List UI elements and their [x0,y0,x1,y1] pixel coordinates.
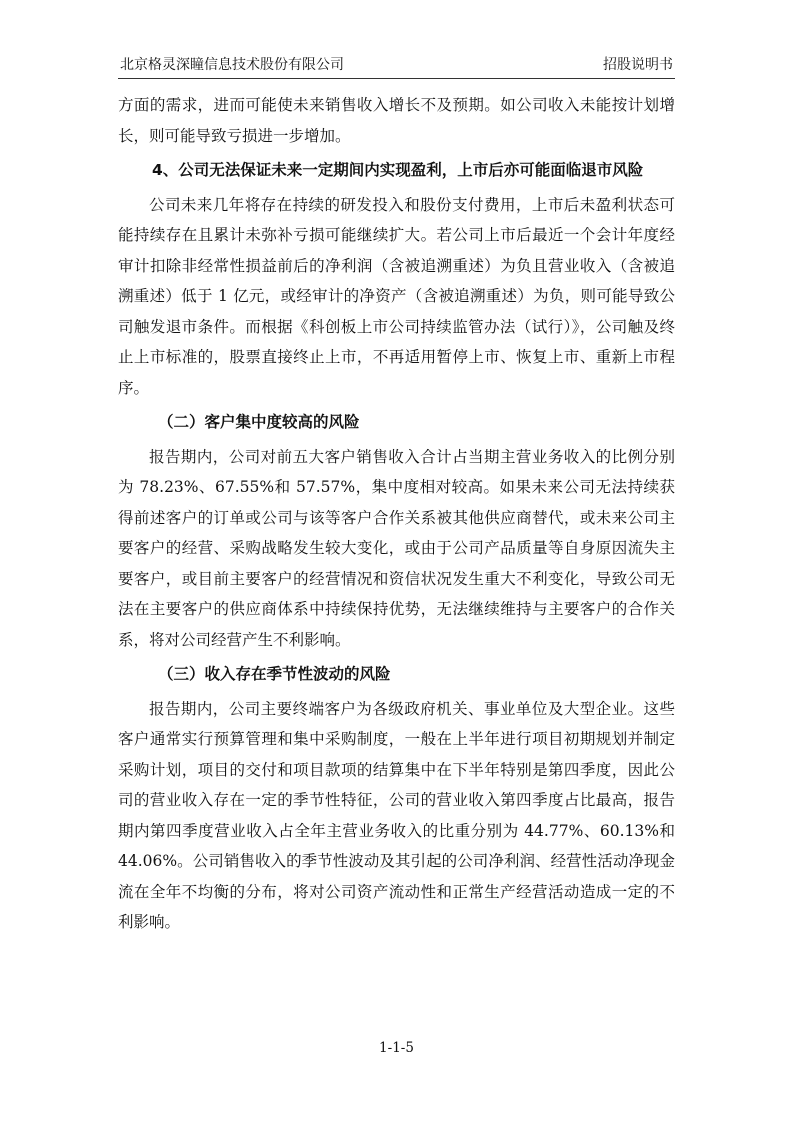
section-3-heading: （三）收入存在季节性波动的风险 [158,665,391,683]
section-4-heading: 4、公司无法保证未来一定期间内实现盈利，上市后亦可能面临退市风险 [152,161,644,179]
header-company-name: 北京格灵深瞳信息技术股份有限公司 [120,57,344,73]
section-3-paragraph: 报告期内，公司主要终端客户为各级政府机关、事业单位及大型企业。这些客户通常实行预算管理和集中采购制度，一般在上半年进行项目初期规划并制定采购计划，项目的交付和项目款项的结算集中在下半年特别是第四季度，因此公司的营业收入存在一定的季节性特征，公司的营业收入第四季度占比最高，报告期内第四季度营业收入占全年主营业务收入的比重分别为 44.77%、60.13%和 44.06%。公司销售收入的季节性波动及其引起的公司净利润、经营性活动净现金流在全年不均衡的分布，将对公司资产流动性和正常生产经营活动造成一定的不利影响。 [118,699,675,931]
intro-paragraph: 方面的需求，进而可能使未来销售收入增长不及预期。如公司收入未能按计划增长，则可能导致亏损进一步增加。 [118,96,675,145]
section-2-paragraph: 报告期内，公司对前五大客户销售收入合计占当期主营业务收入的比例分别为 78.23%、67.55%和 57.57%，集中度相对较高。如果未来公司无法持续获得前述客户的订单或公司与该等客户合作关系被其他供应商替代，或未来公司主要客户的经营、采购战略发生较大变化，或由于公司产品质量等自身原因流失主要客户，或目前主要客户的经营情况和资信状况发生重大不利变化，导致公司无法在主要客户的供应商体系中持续保持优势，无法继续维持与主要客户的合作关系，将对公司经营产生不利影响。 [118,447,675,649]
header-document-type: 招股说明书 [603,57,673,73]
document-body [118,90,675,938]
page-header [118,54,675,79]
page-number: 1-1-5 [379,1040,414,1056]
section-2-heading: （二）客户集中度较高的风险 [158,413,360,431]
section-4-paragraph: 公司未来几年将存在持续的研发投入和股份支付费用，上市后未盈利状态可能持续存在且累计未弥补亏损可能继续扩大。若公司上市后最近一个会计年度经审计扣除非经常性损益前后的净利润（含被追溯重述）为负且营业收入（含被追溯重述）低于 1 亿元，或经审计的净资产（含被追溯重述）为负，则可能导致公司触发退市条件。而根据《科创板上市公司持续监管办法（试行）》，公司触及终止上市标准的，股票直接终止上市，不再适用暂停上市、恢复上市、重新上市程序。 [118,195,675,397]
